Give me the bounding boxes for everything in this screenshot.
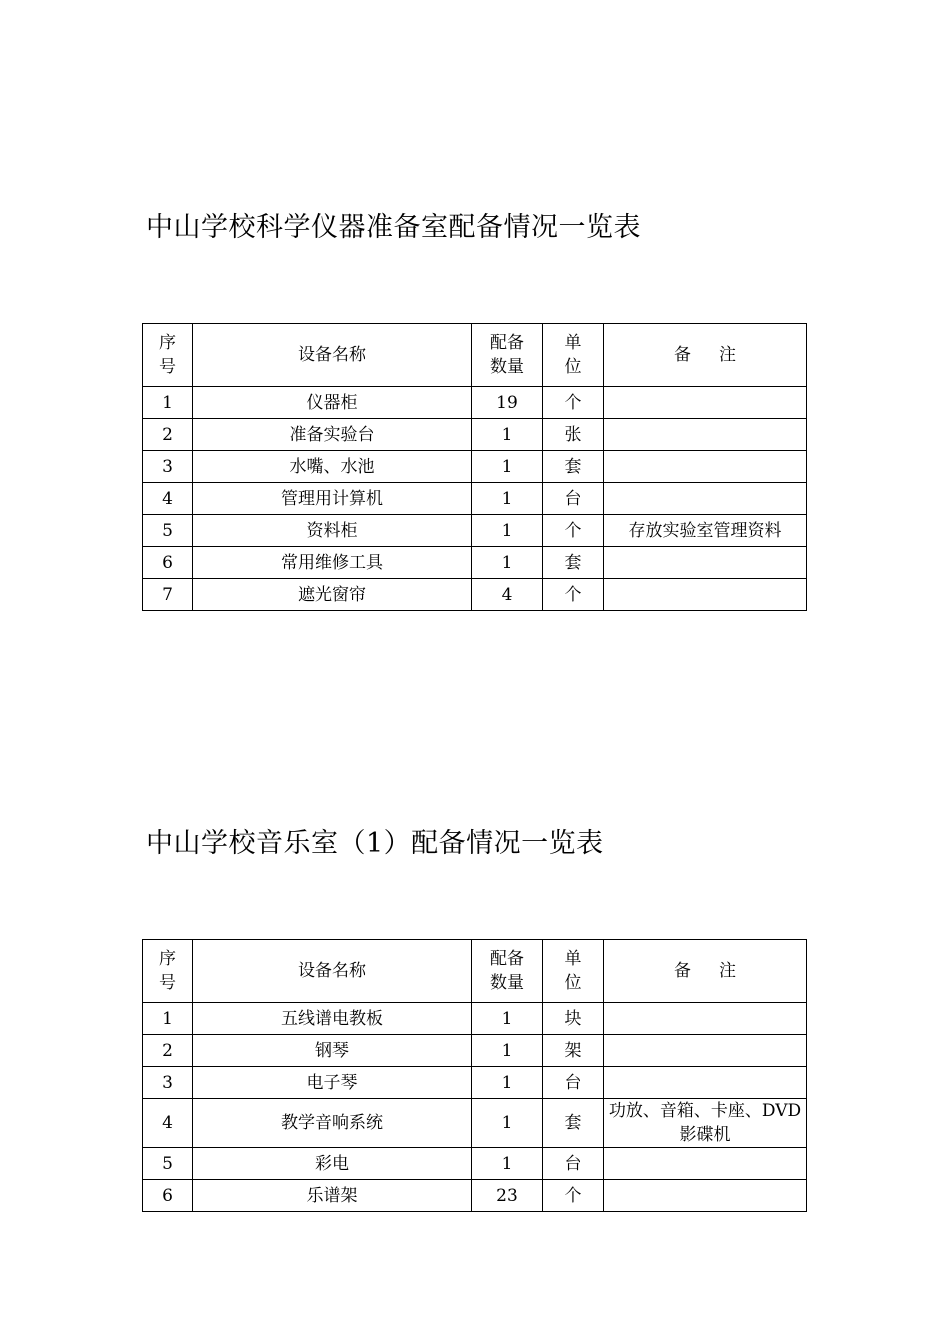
table-row (143, 1099, 807, 1148)
cell-name: 钢琴 (193, 1035, 472, 1067)
cell-no: 6 (143, 547, 193, 579)
table-row (143, 1180, 807, 1212)
header-name: 设备名称 (193, 324, 472, 387)
header-note: 备注 (604, 324, 807, 387)
table-row (143, 579, 807, 611)
cell-qty: 1 (472, 515, 543, 547)
cell-name: 五线谱电教板 (193, 1003, 472, 1035)
header-unit: 单 位 (543, 940, 604, 1003)
cell-qty: 1 (472, 451, 543, 483)
table-row (143, 1003, 807, 1035)
cell-note (604, 1067, 807, 1099)
cell-note (604, 1003, 807, 1035)
cell-qty: 1 (472, 483, 543, 515)
cell-qty: 23 (472, 1180, 543, 1212)
table-header-row (143, 940, 807, 1003)
cell-no: 5 (143, 1148, 193, 1180)
cell-unit: 个 (543, 579, 604, 611)
cell-note (604, 387, 807, 419)
header-no: 序 号 (143, 940, 193, 1003)
cell-unit: 张 (543, 419, 604, 451)
cell-no: 4 (143, 483, 193, 515)
table-row (143, 451, 807, 483)
table-row (143, 1035, 807, 1067)
cell-qty: 1 (472, 1035, 543, 1067)
table-row (143, 547, 807, 579)
header-name: 设备名称 (193, 940, 472, 1003)
cell-qty: 1 (472, 1067, 543, 1099)
cell-no: 6 (143, 1180, 193, 1212)
cell-no: 3 (143, 1067, 193, 1099)
cell-note (604, 1035, 807, 1067)
cell-unit: 套 (543, 451, 604, 483)
cell-unit: 块 (543, 1003, 604, 1035)
cell-unit: 个 (543, 515, 604, 547)
cell-name: 遮光窗帘 (193, 579, 472, 611)
table-row (143, 1067, 807, 1099)
cell-note (604, 419, 807, 451)
header-qty: 配备 数量 (472, 324, 543, 387)
cell-no: 2 (143, 1035, 193, 1067)
table-title-science-prep-room: 中山学校科学仪器准备室配备情况一览表 (146, 212, 641, 243)
cell-unit: 台 (543, 1067, 604, 1099)
table-title-music-room: 中山学校音乐室（1）配备情况一览表 (146, 828, 604, 859)
cell-unit: 台 (543, 483, 604, 515)
cell-name: 常用维修工具 (193, 547, 472, 579)
cell-name: 水嘴、水池 (193, 451, 472, 483)
cell-name: 电子琴 (193, 1067, 472, 1099)
table-row (143, 515, 807, 547)
cell-unit: 套 (543, 1099, 604, 1148)
cell-no: 1 (143, 387, 193, 419)
cell-note (604, 1180, 807, 1212)
cell-note (604, 579, 807, 611)
cell-qty: 19 (472, 387, 543, 419)
cell-note (604, 451, 807, 483)
cell-name: 乐谱架 (193, 1180, 472, 1212)
cell-qty: 1 (472, 1099, 543, 1148)
cell-name: 准备实验台 (193, 419, 472, 451)
cell-unit: 套 (543, 547, 604, 579)
cell-note (604, 1148, 807, 1180)
cell-note (604, 547, 807, 579)
science-equipment-table (142, 323, 807, 611)
table-row (143, 1148, 807, 1180)
cell-no: 5 (143, 515, 193, 547)
cell-note (604, 483, 807, 515)
cell-qty: 1 (472, 547, 543, 579)
cell-name: 管理用计算机 (193, 483, 472, 515)
table-row (143, 419, 807, 451)
table-row (143, 483, 807, 515)
cell-unit: 架 (543, 1035, 604, 1067)
cell-qty: 1 (472, 419, 543, 451)
header-note: 备注 (604, 940, 807, 1003)
cell-name: 仪器柜 (193, 387, 472, 419)
music-equipment-table (142, 939, 807, 1212)
cell-no: 2 (143, 419, 193, 451)
cell-no: 4 (143, 1099, 193, 1148)
table-row (143, 387, 807, 419)
header-no: 序 号 (143, 324, 193, 387)
cell-name: 彩电 (193, 1148, 472, 1180)
header-qty: 配备 数量 (472, 940, 543, 1003)
cell-unit: 个 (543, 1180, 604, 1212)
cell-name: 教学音响系统 (193, 1099, 472, 1148)
cell-no: 3 (143, 451, 193, 483)
header-unit: 单 位 (543, 324, 604, 387)
table-header-row (143, 324, 807, 387)
cell-no: 7 (143, 579, 193, 611)
cell-qty: 4 (472, 579, 543, 611)
cell-unit: 个 (543, 387, 604, 419)
cell-note: 存放实验室管理资料 (604, 515, 807, 547)
cell-unit: 台 (543, 1148, 604, 1180)
cell-note: 功放、音箱、卡座、DVD影碟机 (604, 1099, 807, 1148)
cell-qty: 1 (472, 1148, 543, 1180)
cell-no: 1 (143, 1003, 193, 1035)
cell-qty: 1 (472, 1003, 543, 1035)
cell-name: 资料柜 (193, 515, 472, 547)
